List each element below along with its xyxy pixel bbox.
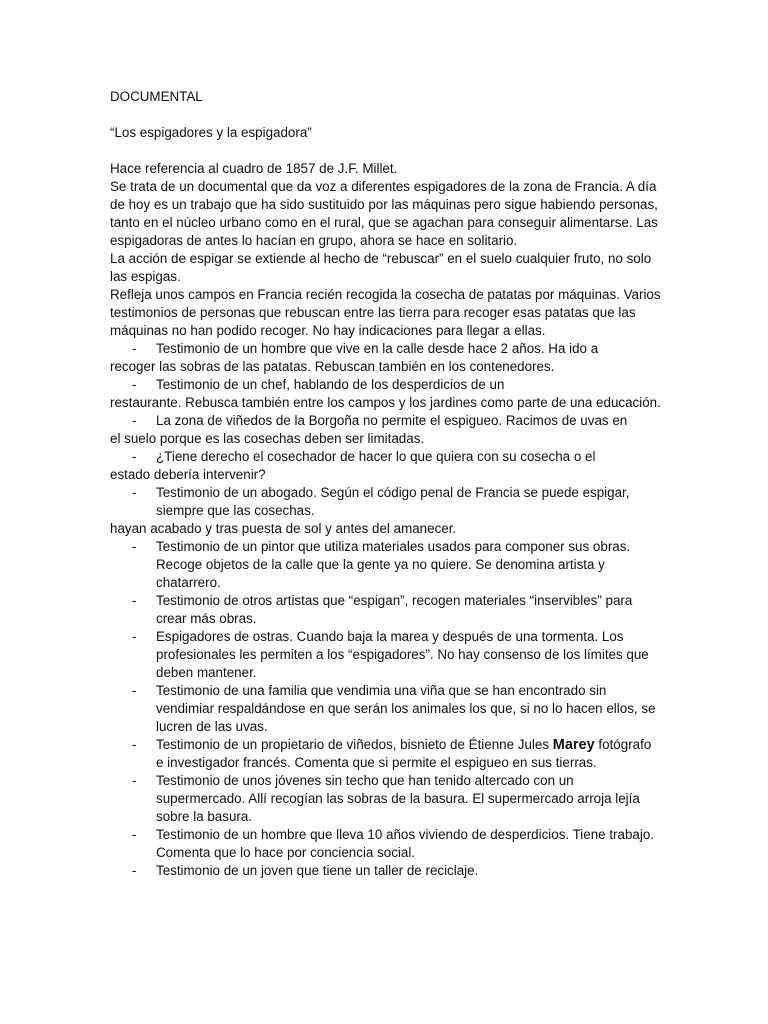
dash-marker: - bbox=[132, 827, 137, 842]
paragraph-intro: Se trata de un documental que da voz a diferentes espigadores de la zona de Francia. A día de hoy es un trabajo que ha sido sustituido por las máquinas pero sigue habiendo personas, tanto en el núcleo urbano como en el rural, que se agachan para conseguir alimentarse. Las espigadoras de antes lo hacían en grupo, ahora se hace en solitario. bbox=[110, 179, 658, 248]
dash-marker: - bbox=[132, 341, 137, 356]
list-item-lawyer bbox=[110, 484, 662, 520]
document-heading: DOCUMENTAL bbox=[110, 89, 203, 104]
paragraph-millet: Hace referencia al cuadro de 1857 de J.F. Millet. bbox=[110, 161, 398, 176]
lawyer-continuation: hayan acabado y tras puesta de sol y antes del amanecer. bbox=[110, 521, 457, 536]
dash-marker: - bbox=[132, 773, 137, 788]
dash-marker: - bbox=[132, 683, 137, 698]
paragraph-campos: Refleja unos campos en Francia recién recogida la cosecha de patatas por máquinas. Varios testimonios de personas que rebuscan entre las tierra para recoger esas patatas que las máquinas no han podido recoger. No hay indicaciones para llegar a ellas. bbox=[110, 287, 661, 338]
item-continuation: estado debería intervenir? bbox=[110, 467, 266, 482]
item-first-line: La zona de viñedos de la Borgoña no permite el espigueo. Racimos de uvas en bbox=[156, 413, 628, 428]
item-first-line: Testimonio de un hombre que vive en la calle desde hace 2 años. Ha ido a bbox=[156, 341, 599, 356]
item-text: Testimonio de un hombre que lleva 10 años viviendo de desperdicios. Tiene trabajo. Comenta que lo hace por conciencia social. bbox=[156, 827, 654, 860]
dash-marker: - bbox=[132, 449, 137, 464]
item-text: Testimonio de un pintor que utiliza materiales usados para componer sus obras. Recoge objetos de la calle que la gente ya no quiere. Se denomina artista y chatarrero. bbox=[156, 539, 631, 590]
list-item bbox=[110, 862, 662, 880]
list-item bbox=[110, 412, 662, 448]
item-continuation: el suelo porque es las cosechas deben ser limitadas. bbox=[110, 431, 425, 446]
list-item bbox=[110, 538, 662, 592]
list-item bbox=[110, 682, 662, 736]
list-item bbox=[110, 826, 662, 862]
item-first-line: Testimonio de un chef, hablando de los desperdicios de un bbox=[156, 377, 505, 392]
document-subtitle: “Los espigadores y la espigadora” bbox=[110, 125, 312, 140]
dash-marker: - bbox=[132, 485, 137, 500]
dash-marker: - bbox=[132, 863, 137, 878]
document-body bbox=[110, 88, 662, 880]
list-item bbox=[110, 340, 662, 376]
item-text: Testimonio de un abogado. Según el código penal de Francia se puede espigar, siempre que las cosechas. bbox=[156, 485, 630, 518]
item-text-before: Testimonio de un propietario de viñedos, bisnieto de Étienne Jules bbox=[156, 737, 553, 752]
list-item bbox=[110, 772, 662, 826]
item-text: Espigadores de ostras. Cuando baja la marea y después de una tormenta. Los profesionales les permiten a los “espigadores”. No hay consenso de los límites que deben mantener. bbox=[156, 629, 649, 680]
dash-marker: - bbox=[132, 593, 137, 608]
list-item bbox=[110, 628, 662, 682]
item-text: Testimonio de un joven que tiene un taller de reciclaje. bbox=[156, 863, 479, 878]
item-text: Testimonio de una familia que vendimia una viña que se han encontrado sin vendimiar respaldándose en que serán los animales los que, si no lo hacen ellos, se lucren de las uvas. bbox=[156, 683, 656, 734]
dash-marker: - bbox=[132, 377, 137, 392]
dash-marker: - bbox=[132, 737, 137, 752]
dash-marker: - bbox=[132, 629, 137, 644]
item-continuation: restaurante. Rebusca también entre los campos y los jardines como parte de una educación. bbox=[110, 395, 661, 410]
item-text: Testimonio de otros artistas que “espigan”, recogen materiales “inservibles” para crear más obras. bbox=[156, 593, 633, 626]
list-item bbox=[110, 448, 662, 484]
paragraph-espigar: La acción de espigar se extiende al hecho de “rebuscar” en el suelo cualquier fruto, no solo las espigas. bbox=[110, 251, 652, 284]
list-item bbox=[110, 376, 662, 412]
item-text: Testimonio de unos jóvenes sin techo que han tenido altercado con un supermercado. Allí recogían las sobras de la basura. El supermercado arroja lejía sobre la basura. bbox=[156, 773, 640, 824]
dash-marker: - bbox=[132, 413, 137, 428]
list-item bbox=[110, 592, 662, 628]
item-continuation: recoger las sobras de las patatas. Rebuscan también en los contenedores. bbox=[110, 359, 555, 374]
item-text-after: fotógrafo e investigador francés. Comenta que si permite el espigueo en sus tierras. bbox=[156, 737, 652, 770]
list-item-marey bbox=[110, 736, 662, 772]
bold-name-marey: Marey bbox=[552, 737, 595, 753]
item-first-line: ¿Tiene derecho el cosechador de hacer lo que quiera con su cosecha o el bbox=[156, 449, 596, 464]
dash-marker: - bbox=[132, 539, 137, 554]
